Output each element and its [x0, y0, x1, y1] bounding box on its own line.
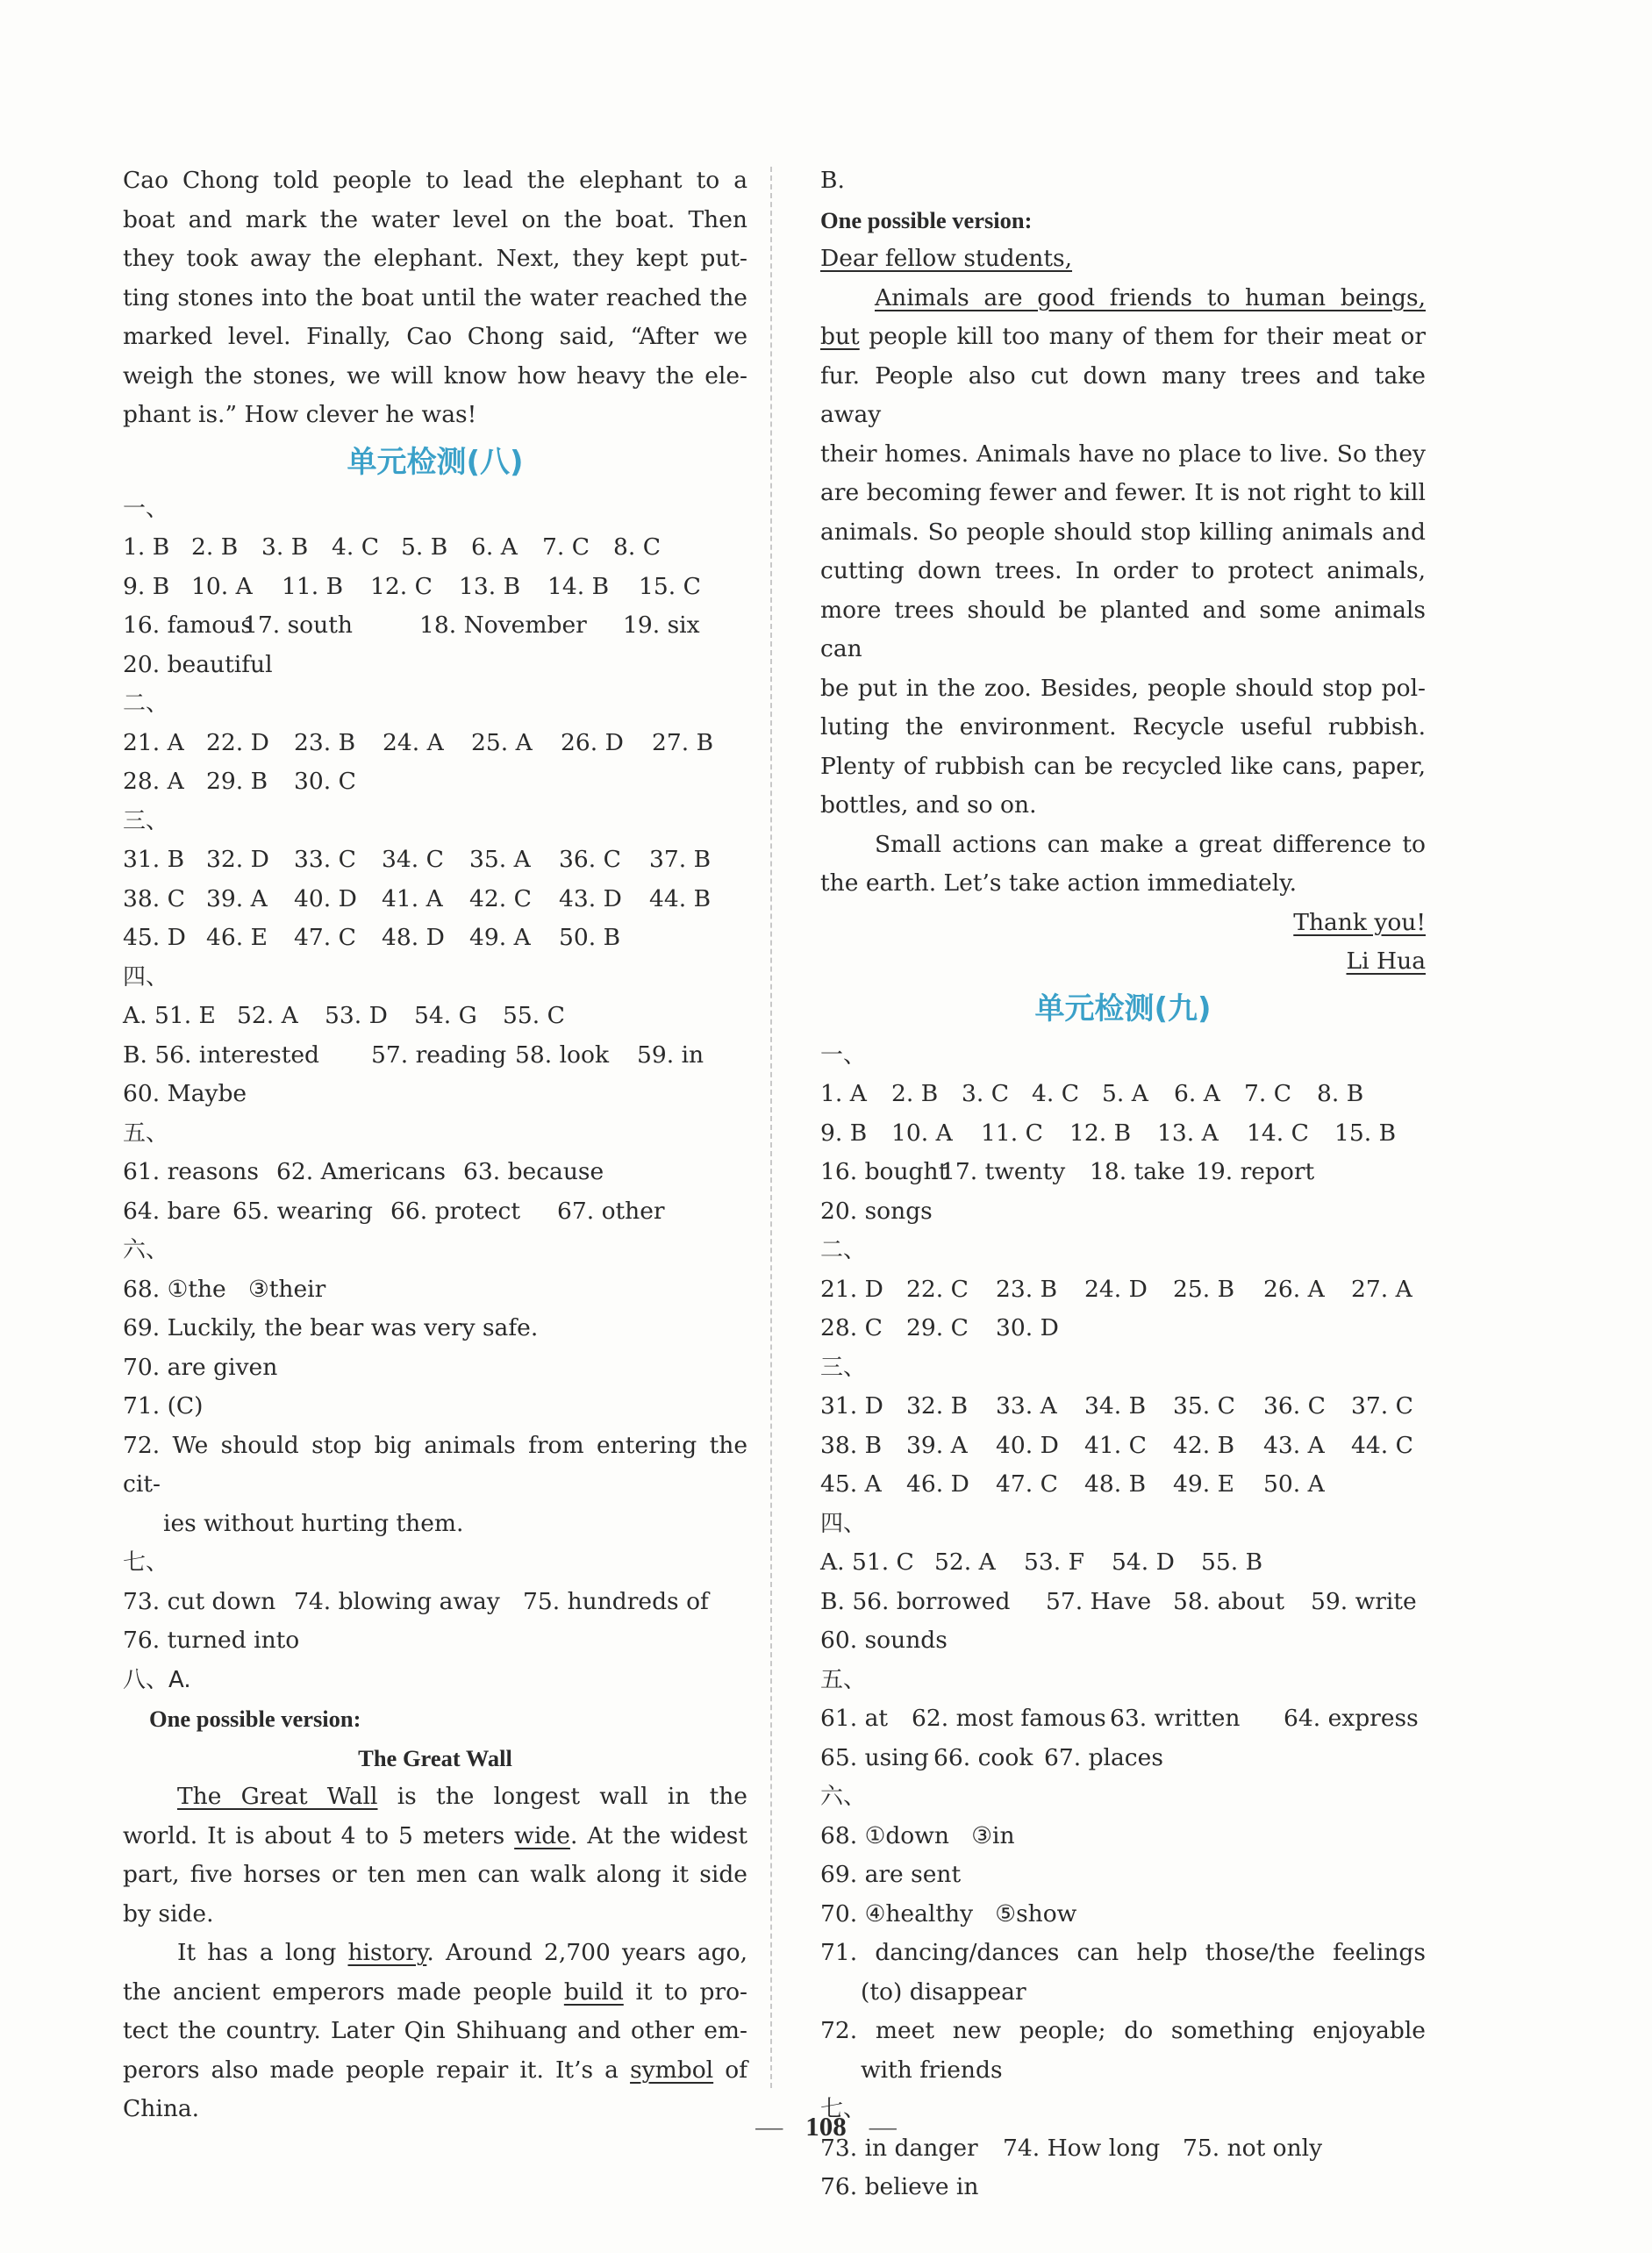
answer: 65. using [820, 1743, 929, 1771]
answer: 50. B [559, 924, 621, 951]
answer: 14. C [1247, 1119, 1309, 1147]
answer: 49. E [1173, 1470, 1234, 1498]
answer: 24. A [383, 728, 444, 756]
answer: 35. A [469, 846, 531, 873]
answer: 24. D [1084, 1275, 1148, 1303]
essay-text: world. It is about 4 to 5 meters [123, 1821, 515, 1849]
answer-row: 20. beautiful [123, 650, 273, 678]
essay-line [123, 2051, 747, 2091]
answer: 17. south [243, 612, 353, 639]
answer-row: 71. (C) [123, 1392, 204, 1420]
answer: 25. B [1173, 1275, 1235, 1303]
section-heading: 二、 [123, 690, 169, 717]
answer: 4. C [1032, 1080, 1079, 1107]
answer: 49. A [469, 924, 531, 951]
answer: 34. C [382, 846, 444, 873]
section-heading: 一、 [820, 1041, 867, 1069]
essay-line: part, five horses or ten men can walk along it side [123, 1861, 747, 1888]
answer: 44. B [649, 884, 712, 912]
answer: 27. B [652, 728, 714, 756]
answer-row [123, 1153, 747, 1192]
answer: 48. B [1084, 1470, 1147, 1498]
answer: 4. C [332, 533, 379, 561]
answer: 44. C [1351, 1431, 1413, 1459]
answer: 23. B [996, 1275, 1058, 1303]
answer: 74. blowing away [294, 1587, 500, 1615]
answer: 29. C [906, 1314, 969, 1341]
answer-row [820, 1427, 1426, 1466]
answer: 41. C [1084, 1431, 1147, 1459]
answer-row: 70. ④healthy ⑤show [820, 1899, 1077, 1928]
letter-line: fur. People also cut down many trees and take away [820, 361, 1426, 428]
section-heading: 七、 [820, 2096, 867, 2122]
answer: 53. F [1024, 1548, 1084, 1576]
answer: 9. B [123, 572, 170, 600]
answer: 18. November [419, 612, 587, 639]
answer-row [123, 880, 747, 919]
answer: 74. How long [1003, 2134, 1161, 2162]
underlined-word: build [563, 1978, 624, 2006]
answer: 1. A [820, 1080, 867, 1107]
answer-row: 69. Luckily, the bear was very safe. [123, 1314, 539, 1341]
answer-row [820, 1465, 1426, 1505]
version-label: One possible version: [820, 206, 1033, 233]
letter-line: be put in the zoo. Besides, people should stop pol- [820, 674, 1426, 702]
answer: 47. C [294, 924, 356, 951]
answer-row [820, 1153, 1426, 1192]
answer: 7. C [1244, 1080, 1291, 1107]
underlined-word: The Great Wall [177, 1783, 378, 1810]
answer: 17. twenty [940, 1158, 1066, 1185]
answer: A. 51. C [820, 1548, 914, 1576]
answer: 7. C [542, 533, 590, 561]
answer-row: 76. turned into [123, 1627, 300, 1654]
letter-line: are becoming fewer and fewer. It is not right to kill [820, 479, 1426, 506]
answer: 26. A [1263, 1275, 1325, 1303]
answer: 50. A [1263, 1470, 1325, 1498]
answer-row: 20. songs [820, 1197, 933, 1225]
answer: 62. most famous [912, 1705, 1106, 1732]
answer: 22. C [906, 1275, 969, 1303]
answer-row [123, 568, 747, 607]
answer: 55. B [1201, 1548, 1263, 1576]
essay-line: tect the country. Later Qin Shihuang and other em- [123, 2017, 747, 2044]
essay-line: China. [123, 2095, 200, 2122]
answer: 19. six [623, 612, 700, 639]
answer: 73. cut down [123, 1587, 276, 1615]
story-line: marked level. Finally, Cao Chong said, “After we [123, 323, 747, 350]
essay-title: The Great Wall [358, 1744, 512, 1771]
answer: 58. look [515, 1041, 610, 1069]
unit-title-8: 单元检测(八) [347, 444, 524, 480]
answer: 66. cook [933, 1743, 1033, 1771]
essay-text: perors also made people repair it. It’s a [123, 2056, 631, 2084]
answer: 67. places [1044, 1743, 1163, 1771]
answer: 8. B [1317, 1080, 1364, 1107]
page-number: 108 [805, 2111, 847, 2142]
answer-row [123, 1192, 747, 1232]
answer: A. 51. E [123, 1002, 216, 1029]
answer: 33. C [294, 846, 356, 873]
answer-row [820, 1739, 1426, 1778]
answer: 40. D [294, 884, 357, 912]
answer: 5. B [401, 533, 448, 561]
answer: 30. D [996, 1314, 1059, 1341]
letter-line: Small actions can make a great difference to [875, 830, 1426, 858]
story-ending [123, 161, 747, 435]
answer: 52. A [237, 1002, 298, 1029]
answer: 75. not only [1183, 2134, 1323, 2162]
answer-row [123, 528, 747, 568]
answer: 39. A [906, 1431, 968, 1459]
answer: 43. D [559, 884, 622, 912]
answer: 62. Americans [276, 1158, 446, 1185]
answer-row: 72. We should stop big animals from entering the cit- [123, 1431, 747, 1498]
answer: 28. C [820, 1314, 883, 1341]
answer: 19. report [1196, 1158, 1315, 1185]
story-line: phant is.” How clever he was! [123, 401, 477, 428]
answer: 45. A [820, 1470, 882, 1498]
answer-row: 76. believe in [820, 2173, 979, 2200]
answer: 42. B [1173, 1431, 1235, 1459]
underlined-word: Animals are good friends to human beings, [875, 283, 1426, 311]
answer: 14. B [547, 572, 610, 600]
underlined-word: Thank you! [1293, 908, 1426, 936]
version-label: One possible version: [149, 1706, 361, 1732]
answer: 41. A [382, 884, 443, 912]
answer-row [820, 1543, 1426, 1583]
underlined-word: symbol [630, 2056, 714, 2084]
answer: 11. B [282, 572, 344, 600]
letter-closing [820, 904, 1426, 943]
section-heading: 三、 [123, 807, 169, 834]
answer: 36. C [1263, 1392, 1326, 1420]
answer: 13. A [1157, 1119, 1219, 1147]
answer: 47. C [996, 1470, 1058, 1498]
essay-text: It has a long [177, 1939, 348, 1966]
answer: B. 56. borrowed [820, 1587, 1011, 1615]
answer: 59. write [1311, 1587, 1417, 1615]
letter-line: bottles, and so on. [820, 791, 1037, 819]
answer: 57. Have [1046, 1587, 1152, 1615]
answer: 54. D [1112, 1548, 1175, 1576]
essay-text: it to pro- [623, 1978, 747, 2006]
answer: 32. D [206, 846, 269, 873]
answer: 75. hundreds of [523, 1587, 709, 1615]
answer: 3. B [261, 533, 309, 561]
letter-line: cutting down trees. In order to protect animals, [820, 557, 1426, 584]
essay-line: by side. [123, 1899, 214, 1928]
answer: 37. B [649, 846, 712, 873]
essay-text: is the longest wall in the [377, 1783, 747, 1810]
answer: 65. wearing [232, 1197, 373, 1225]
unit-title-9: 单元检测(九) [1034, 991, 1212, 1026]
answer-row: 68. ①the ③their [123, 1275, 326, 1303]
left-column [123, 161, 747, 2129]
column-divider [770, 167, 772, 2088]
answer: 8. C [613, 533, 661, 561]
letter-signature [820, 942, 1426, 982]
answer-row: 71. dancing/dances can help those/the feelings [820, 1939, 1426, 1966]
essay-text: of [713, 2056, 748, 2084]
answer: 12. C [370, 572, 433, 600]
answer: 33. A [996, 1392, 1057, 1420]
answer: 32. B [906, 1392, 969, 1420]
answer: 21. A [123, 728, 184, 756]
answer: 15. C [639, 572, 701, 600]
answer: 55. C [503, 1002, 565, 1029]
letter-line: Plenty of rubbish can be recycled like cans, paper, [820, 752, 1426, 780]
answer: 5. A [1102, 1080, 1148, 1107]
answer: 30. C [294, 768, 356, 795]
answer-row: 70. are given [123, 1353, 278, 1381]
underlined-word: Dear fellow students, [820, 245, 1073, 272]
answer-row: (to) disappear [861, 1978, 1026, 2006]
answer: 36. C [559, 846, 621, 873]
answer: 12. B [1069, 1119, 1132, 1147]
section-heading: 六、 [123, 1237, 169, 1263]
answer: 63. because [463, 1158, 604, 1185]
answer: 59. in [637, 1041, 704, 1069]
answer: 46. D [906, 1470, 969, 1498]
section-heading: 四、 [820, 1510, 867, 1537]
answer-row [123, 919, 747, 958]
section-heading: 八、A. [123, 1666, 191, 1693]
letter-text: people kill too many of them for their meat or [859, 323, 1426, 350]
answer: 58. about [1173, 1587, 1285, 1615]
story-line: boat and mark the water level on the boat. Then [123, 205, 747, 233]
answer: 11. C [981, 1119, 1043, 1147]
answer: 3. C [962, 1080, 1009, 1107]
answer: 15. B [1334, 1119, 1397, 1147]
answer: 48. D [382, 924, 445, 951]
answer: 43. A [1263, 1431, 1325, 1459]
answer: 6. A [471, 533, 518, 561]
answer: 16. famous [123, 612, 253, 639]
section-heading: 七、 [123, 1549, 169, 1576]
section-heading: 五、 [820, 1666, 867, 1693]
essay-text: . At the widest [569, 1821, 748, 1849]
answer: 37. C [1351, 1392, 1413, 1420]
answer-row [123, 724, 747, 763]
answer: 22. D [206, 728, 269, 756]
answer: 63. written [1110, 1705, 1241, 1732]
footer-rule-left: — [755, 2111, 783, 2142]
answer: 31. B [123, 846, 185, 873]
letter-line: their homes. Animals have no place to live. So they [820, 440, 1426, 468]
answer-row [820, 1075, 1426, 1114]
answer: 40. D [996, 1431, 1059, 1459]
answer: 42. C [469, 884, 532, 912]
answer: 10. A [891, 1119, 953, 1147]
answer: 2. B [891, 1080, 939, 1107]
answer-row: 60. sounds [820, 1627, 948, 1654]
answer: 38. C [123, 884, 185, 912]
answer: 9. B [820, 1119, 868, 1147]
answer: 1. B [123, 533, 170, 561]
answer: 61. at [820, 1705, 889, 1732]
underlined-word: Li Hua [1346, 948, 1426, 975]
underlined-word: but [820, 323, 860, 350]
answer: 66. protect [390, 1197, 520, 1225]
right-column [820, 161, 1426, 2207]
answer: 64. bare [123, 1197, 221, 1225]
answer: B. 56. interested [123, 1041, 320, 1069]
answer-row [123, 762, 747, 802]
answer: 16. bought [820, 1158, 948, 1185]
section-heading: 五、 [123, 1119, 169, 1147]
answer: 34. B [1084, 1392, 1147, 1420]
essay-line [123, 1777, 747, 1817]
answer: 46. E [206, 924, 268, 951]
answer: 29. B [206, 768, 268, 795]
story-line: they took away the elephant. Next, they kept put- [123, 245, 747, 272]
answer: 2. B [191, 533, 239, 561]
answer: 54. G [414, 1002, 477, 1029]
section-heading: 二、 [820, 1237, 867, 1263]
answer: 64. express [1284, 1705, 1419, 1732]
answer: 21. D [820, 1275, 883, 1303]
answer-row [820, 1309, 1426, 1348]
answer-row [820, 1270, 1426, 1310]
answer-row [820, 1583, 1426, 1622]
answer: 39. A [206, 884, 268, 912]
answer-row [123, 840, 747, 880]
section-heading: 六、 [820, 1784, 867, 1810]
underlined-word: wide [514, 1821, 570, 1849]
story-line: ting stones into the boat until the water reached the [123, 283, 747, 311]
letter-line: the earth. Let’s take action immediately. [820, 869, 1298, 897]
answer: 23. B [294, 728, 356, 756]
answer: 6. A [1174, 1080, 1220, 1107]
letter-line [820, 318, 1426, 357]
section-label: B. [820, 167, 845, 194]
answer-row [820, 1387, 1426, 1427]
page-footer [0, 2111, 1652, 2142]
letter-line: animals. So people should stop killing animals and [820, 518, 1426, 546]
answer: 31. D [820, 1392, 883, 1420]
answer-row: ies without hurting them. [163, 1509, 464, 1537]
story-line: weigh the stones, we will know how heavy the ele- [123, 361, 747, 390]
essay-line [123, 1973, 747, 2013]
answer: 13. B [459, 572, 521, 600]
essay-text: the ancient emperors made people [123, 1978, 564, 2006]
answer: 25. A [471, 728, 533, 756]
answer-row: 72. meet new people; do something enjoyable [820, 2017, 1426, 2044]
answer-row [123, 1583, 747, 1622]
answer: 27. A [1351, 1275, 1412, 1303]
answer-row: 68. ①down ③in [820, 1821, 1015, 1849]
answer: 26. D [561, 728, 624, 756]
answer: 45. D [123, 924, 186, 951]
answer: 67. other [557, 1197, 665, 1225]
answer: 28. A [123, 768, 184, 795]
letter-line: more trees should be planted and some animals can [820, 596, 1426, 662]
underlined-word: history [347, 1939, 427, 1966]
answer: 57. reading [371, 1041, 507, 1069]
section-heading: 四、 [123, 963, 169, 991]
footer-rule-right: — [869, 2111, 897, 2142]
story-line: Cao Chong told people to lead the elephant to a [123, 167, 747, 194]
answer-row: with friends [861, 2056, 1003, 2084]
answer-row [820, 1114, 1426, 1154]
answer-row [123, 606, 747, 646]
answer-row [123, 1036, 747, 1076]
answer-row [123, 997, 747, 1036]
answer: 10. A [191, 572, 253, 600]
answer: 38. B [820, 1431, 883, 1459]
answer: 18. take [1090, 1158, 1185, 1185]
answer: 53. D [325, 1002, 388, 1029]
section-heading: 三、 [820, 1354, 867, 1381]
answer: 61. reasons [123, 1158, 259, 1185]
answer: 35. C [1173, 1392, 1235, 1420]
answer: 52. A [934, 1548, 996, 1576]
letter-line: luting the environment. Recycle useful rubbish. [820, 713, 1426, 740]
answer-row: 69. are sent [820, 1861, 962, 1888]
answer-row: 60. Maybe [123, 1080, 247, 1107]
answer: 73. in danger [820, 2134, 978, 2162]
letter-salutation [820, 240, 1426, 279]
answer-row [820, 1699, 1426, 1739]
essay-line [123, 1817, 747, 1856]
essay-line [123, 1934, 747, 1973]
section-heading: 一、 [123, 495, 169, 522]
letter-line [820, 279, 1426, 318]
essay-text: . Around 2,700 years ago, [426, 1939, 747, 1966]
